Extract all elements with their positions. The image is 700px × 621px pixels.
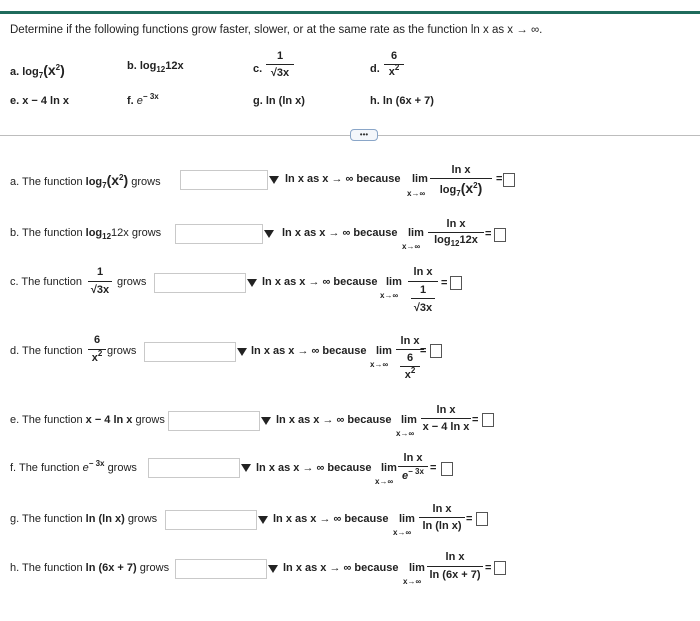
row-h-denominator: ln (6x + 7) xyxy=(429,569,481,581)
row-a-lim-sub: x→∞ xyxy=(407,189,426,198)
row-e-prompt: e. The function x − 4 ln x grows xyxy=(10,414,165,426)
row-g-fraction-bar xyxy=(419,517,465,518)
row-d-answer-box[interactable] xyxy=(430,344,442,358)
row-h-prompt: h. The function ln (6x + 7) grows xyxy=(10,562,170,574)
row-d-inner-denominator: $x^2$ xyxy=(404,366,416,381)
row-e-lim-sub: x→∞ xyxy=(396,429,415,438)
row-c-fraction-bar xyxy=(408,281,438,282)
more-options-button[interactable]: ••• xyxy=(350,129,378,141)
row-d-rate-select[interactable] xyxy=(144,342,236,362)
option-d-label: d. xyxy=(370,63,380,75)
chevron-down-icon[interactable] xyxy=(241,464,251,472)
row-c-func-denominator: √3x xyxy=(90,284,110,296)
row-d-func-numerator: 6 xyxy=(93,334,101,346)
chevron-down-icon[interactable] xyxy=(268,565,278,573)
row-b-denominator: $\log_{12}12x$ xyxy=(434,234,478,248)
row-g-rate-select[interactable] xyxy=(165,510,257,530)
row-f-answer-box[interactable] xyxy=(441,462,453,476)
row-f-numerator: ln x xyxy=(403,452,423,464)
row-b-lim: lim xyxy=(408,227,424,239)
row-c-numerator: ln x xyxy=(413,266,433,278)
row-a-answer-box[interactable] xyxy=(503,173,515,187)
chevron-down-icon[interactable] xyxy=(237,348,247,356)
row-b-because-text: ln x as x → ∞ because xyxy=(282,227,398,239)
chevron-down-icon[interactable] xyxy=(258,516,268,524)
row-g-because-text: ln x as x → ∞ because xyxy=(273,513,389,525)
row-a-fraction-bar xyxy=(430,178,492,179)
row-g-numerator: ln x xyxy=(432,503,452,515)
row-g-lim: lim xyxy=(399,513,415,525)
option-h: h. ln (6x + 7) xyxy=(370,95,434,107)
row-c-prefix: c. The function xyxy=(10,276,82,288)
row-h-numerator: ln x xyxy=(445,551,465,563)
row-h-rate-select[interactable] xyxy=(175,559,267,579)
option-e: e. x − 4 ln x xyxy=(10,95,70,107)
top-accent-bar xyxy=(0,11,700,14)
row-h-lim: lim xyxy=(409,562,425,574)
option-d-numerator: 6 xyxy=(390,50,398,62)
row-d-lim: lim xyxy=(376,345,392,357)
row-b-prompt: b. The function $\log_{12}12x$ grows xyxy=(10,227,162,241)
row-c-grows: grows xyxy=(117,276,147,288)
row-a-rate-select[interactable] xyxy=(180,170,268,190)
row-c-func-numerator: 1 xyxy=(96,266,104,278)
row-e-fraction-bar xyxy=(421,418,471,419)
option-g: g. ln (ln x) xyxy=(253,95,305,107)
row-e-answer-box[interactable] xyxy=(482,413,494,427)
row-c-equals: = xyxy=(441,277,448,289)
row-d-prefix: d. The function xyxy=(10,345,83,357)
option-c-fraction-bar xyxy=(266,64,294,65)
row-a-lim: lim xyxy=(412,173,428,185)
row-f-rate-select[interactable] xyxy=(148,458,240,478)
row-g-lim-sub: x→∞ xyxy=(393,528,412,537)
row-c-rate-select[interactable] xyxy=(154,273,246,293)
chevron-down-icon[interactable] xyxy=(261,417,271,425)
row-d-numerator: ln x xyxy=(400,335,420,347)
row-b-equals: = xyxy=(485,228,492,240)
row-a-prompt: a. The function $\log_7(x^2)$ grows xyxy=(10,172,161,190)
row-h-fraction-bar xyxy=(427,566,483,567)
row-f-denominator: $e^{- 3x}$ xyxy=(402,467,424,482)
row-d-func-fraction-bar xyxy=(88,349,106,350)
option-c-label: c. xyxy=(253,63,263,75)
row-b-numerator: ln x xyxy=(446,218,466,230)
row-b-lim-sub: x→∞ xyxy=(402,242,421,251)
row-d-func-denominator: $x^2$ xyxy=(91,349,103,364)
row-b-rate-select[interactable] xyxy=(175,224,263,244)
option-c-numerator: 1 xyxy=(276,50,284,62)
row-c-lim-sub: x→∞ xyxy=(380,291,399,300)
row-e-equals: = xyxy=(472,414,479,426)
row-b-fraction-bar xyxy=(428,232,484,233)
row-e-because-text: ln x as x → ∞ because xyxy=(276,414,392,426)
row-g-answer-box[interactable] xyxy=(476,512,488,526)
row-e-lim: lim xyxy=(401,414,417,426)
row-a-denominator: $\log_7(x^2)$ xyxy=(439,180,483,198)
row-h-answer-box[interactable] xyxy=(494,561,506,575)
row-f-because-text: ln x as x → ∞ because xyxy=(256,462,372,474)
row-g-equals: = xyxy=(466,513,473,525)
row-d-lim-sub: x→∞ xyxy=(370,360,389,369)
row-c-inner-fraction-bar xyxy=(411,298,435,299)
row-a-equals: = xyxy=(496,173,503,185)
row-c-inner-denominator: √3x xyxy=(413,302,433,314)
row-f-lim: lim xyxy=(381,462,397,474)
row-g-prompt: g. The function ln (ln x) grows xyxy=(10,513,158,525)
chevron-down-icon[interactable] xyxy=(269,176,279,184)
row-a-numerator: ln x xyxy=(451,164,471,176)
row-c-answer-box[interactable] xyxy=(450,276,462,290)
option-b: b. $\log_{12}12x$ xyxy=(127,60,184,74)
row-b-answer-box[interactable] xyxy=(494,228,506,242)
option-f: f. $e^{- 3x}$ xyxy=(127,92,159,107)
row-e-denominator: x − 4 ln x xyxy=(422,421,470,433)
chevron-down-icon[interactable] xyxy=(264,230,274,238)
row-e-numerator: ln x xyxy=(436,404,456,416)
row-f-lim-sub: x→∞ xyxy=(375,477,394,486)
row-d-equals: = xyxy=(420,345,427,357)
option-d-fraction-bar xyxy=(384,64,404,65)
row-c-func-fraction-bar xyxy=(88,281,112,282)
option-c-denominator: √3x xyxy=(270,67,290,79)
row-d-because-text: ln x as x → ∞ because xyxy=(251,345,367,357)
row-h-because-text: ln x as x → ∞ because xyxy=(283,562,399,574)
row-h-lim-sub: x→∞ xyxy=(403,577,422,586)
row-e-rate-select[interactable] xyxy=(168,411,260,431)
row-f-prompt: f. The function $e^{- 3x}$ grows xyxy=(10,459,137,474)
question-text: Determine if the following functions grow faster, slower, or at the same rate as the function ln x as x → ∞. xyxy=(10,24,543,36)
option-a: a. $\log_7(x^2)$ xyxy=(10,62,65,80)
row-h-equals: = xyxy=(485,562,492,574)
row-c-lim: lim xyxy=(386,276,402,288)
row-f-equals: = xyxy=(430,462,437,474)
row-g-denominator: ln (ln x) xyxy=(422,520,462,532)
row-c-because-text: ln x as x → ∞ because xyxy=(262,276,378,288)
chevron-down-icon[interactable] xyxy=(247,279,257,287)
row-d-grows: grows xyxy=(107,345,137,357)
row-d-inner-numerator: 6 xyxy=(406,352,414,364)
row-a-because-text: ln x as x → ∞ because xyxy=(285,173,401,185)
row-c-inner-numerator: 1 xyxy=(419,284,427,296)
row-d-inner-fraction-bar xyxy=(400,366,420,367)
option-d-denominator: $x^2$ xyxy=(388,63,400,78)
